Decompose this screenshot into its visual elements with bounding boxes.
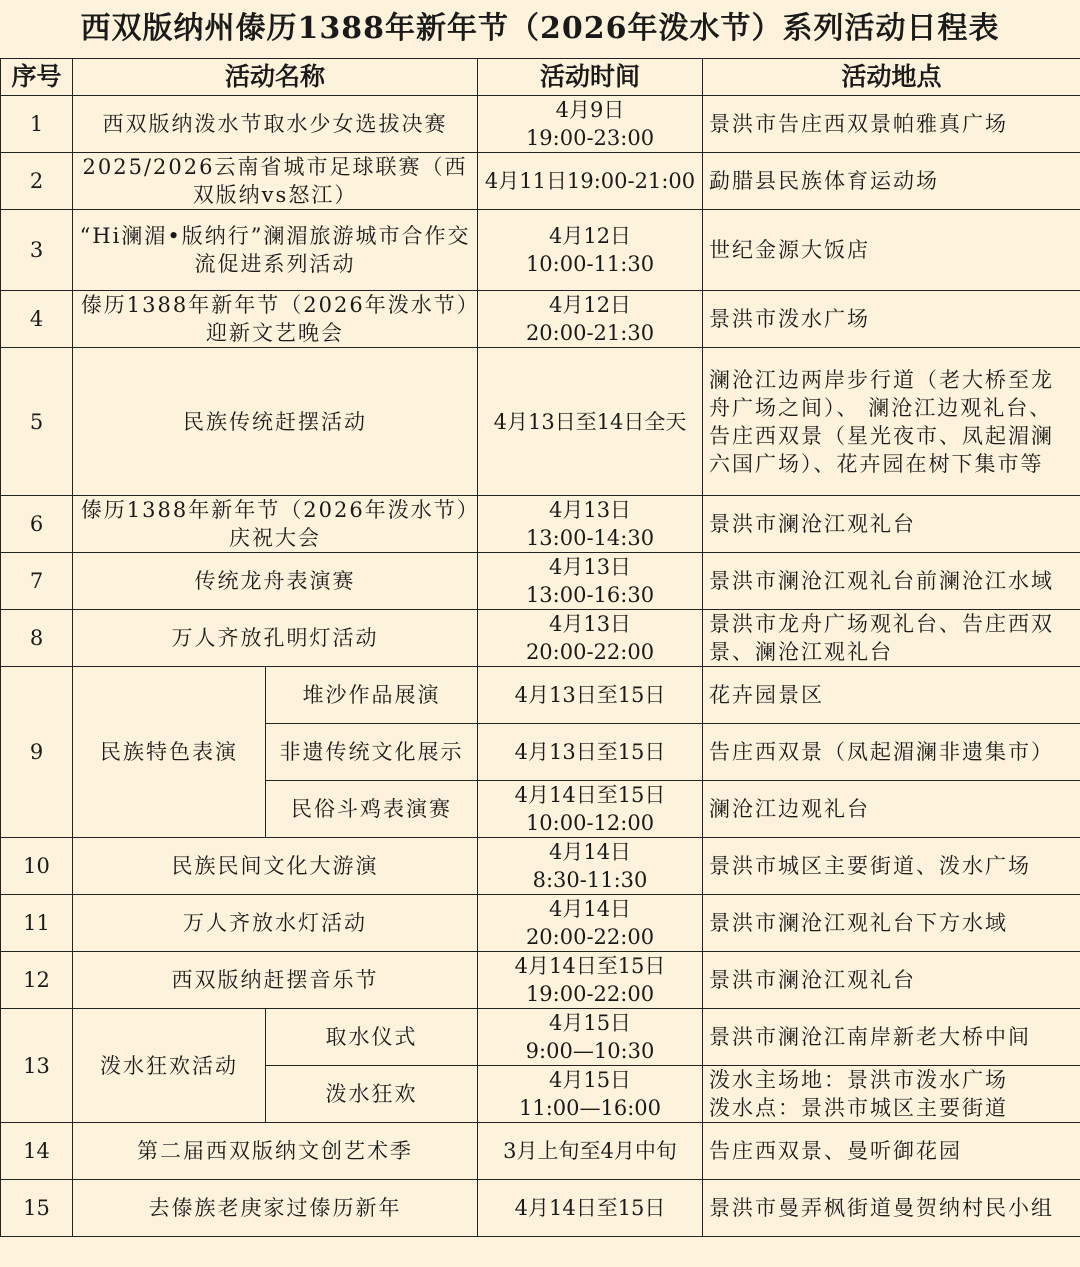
time-line: 10:00-11:30 — [525, 252, 655, 276]
time-line: 9:00—10:30 — [525, 1039, 655, 1063]
header-time: 活动时间 — [478, 59, 703, 96]
time-line: 4月14日 — [548, 840, 632, 864]
activity-place — [703, 610, 1080, 667]
activity-name: 万人齐放水灯活动 — [73, 895, 478, 952]
time-line: 4月13日 — [548, 498, 632, 522]
time-line: 4月14日至15日 — [514, 783, 666, 807]
activity-time — [478, 895, 703, 952]
row-number: 4 — [1, 291, 73, 348]
activity-place — [703, 781, 1080, 838]
activity-place — [703, 348, 1080, 496]
schedule-table — [0, 58, 1080, 1237]
activity-place — [703, 210, 1080, 291]
time-line: 19:00-22:00 — [525, 982, 655, 1006]
time-line: 4月9日 — [555, 98, 625, 122]
activity-time — [478, 667, 703, 724]
page-title: 西双版纳州傣历1388年新年节（2026年泼水节）系列活动日程表 — [80, 11, 1000, 46]
sub-activity-name: 堆沙作品展演 — [266, 667, 478, 724]
time-line: 13:00-14:30 — [525, 526, 655, 550]
header-name: 活动名称 — [73, 59, 478, 96]
activity-place — [703, 952, 1080, 1009]
place-line: 泼水点：景洪市城区主要街道 — [709, 1096, 1009, 1120]
activity-name: 西双版纳泼水节取水少女选拔决赛 — [73, 96, 478, 153]
activity-time — [478, 291, 703, 348]
time-line: 13:00-16:30 — [525, 583, 655, 607]
activity-time — [478, 496, 703, 553]
time-line: 4月15日 — [548, 1011, 632, 1035]
time-line: 19:00-23:00 — [525, 126, 655, 150]
time-line: 4月14日 — [548, 897, 632, 921]
activity-place — [703, 96, 1080, 153]
place-line: 澜沧江边两岸步行道（老大桥至龙舟广场之间）、 澜沧江边观礼台、告庄西双景（星光夜市、凤起湄澜六国广场）、花卉园在树下集市等 — [709, 367, 1055, 476]
table-row — [1, 210, 1080, 291]
place-line: 景洪市曼弄枫街道曼贺纳村民小组 — [709, 1196, 1055, 1220]
activity-name: 民族特色表演 — [73, 667, 266, 838]
time-line: 4月13日至15日 — [514, 740, 666, 764]
time-line: 4月13日至14日全天 — [493, 409, 687, 434]
activity-name: 民族民间文化大游演 — [73, 838, 478, 895]
table-row — [1, 348, 1080, 496]
activity-place — [703, 553, 1080, 610]
place-line: 泼水主场地：景洪市泼水广场 — [709, 1068, 1009, 1092]
time-line: 4月14日至15日 — [514, 1196, 666, 1220]
activity-name: 2025/2026云南省城市足球联赛（西双版纳vs怒江） — [73, 153, 478, 210]
place-line: 景洪市龙舟广场观礼台、告庄西双景、澜沧江观礼台 — [709, 612, 1055, 664]
place-line: 景洪市澜沧江观礼台前澜沧江水域 — [709, 569, 1055, 593]
activity-name: “Hi澜湄•版纳行”澜湄旅游城市合作交流促进系列活动 — [73, 210, 478, 291]
row-number: 11 — [1, 895, 73, 952]
place-line: 景洪市澜沧江观礼台 — [709, 512, 917, 536]
activity-time — [478, 838, 703, 895]
sub-activity-name: 非遗传统文化展示 — [266, 724, 478, 781]
activity-time — [478, 1009, 703, 1066]
activity-place — [703, 667, 1080, 724]
activity-place — [703, 1066, 1080, 1123]
place-line: 勐腊县民族体育运动场 — [709, 169, 940, 193]
time-line: 20:00-22:00 — [525, 640, 655, 664]
row-number: 15 — [1, 1180, 73, 1237]
activity-place — [703, 1123, 1080, 1180]
activity-time — [478, 781, 703, 838]
place-line: 告庄西双景（凤起湄澜非遗集市） — [709, 740, 1055, 764]
place-line: 景洪市泼水广场 — [709, 307, 871, 331]
activity-place — [703, 724, 1080, 781]
time-line: 20:00-22:00 — [525, 925, 655, 949]
time-line: 4月15日 — [548, 1068, 632, 1092]
row-number: 2 — [1, 153, 73, 210]
activity-name: 万人齐放孔明灯活动 — [73, 610, 478, 667]
activity-name: 傣历1388年新年节（2026年泼水节）庆祝大会 — [73, 496, 478, 553]
row-number: 7 — [1, 553, 73, 610]
activity-place — [703, 1009, 1080, 1066]
activity-name: 传统龙舟表演赛 — [73, 553, 478, 610]
time-line: 4月13日 — [548, 612, 632, 636]
time-line: 8:30-11:30 — [532, 868, 648, 892]
time-line: 11:00—16:00 — [518, 1096, 662, 1120]
table-row — [1, 610, 1080, 667]
activity-name: 泼水狂欢活动 — [73, 1009, 266, 1123]
table-row — [1, 1180, 1080, 1237]
activity-time — [478, 724, 703, 781]
table-header-row — [1, 59, 1080, 96]
activity-time — [478, 1066, 703, 1123]
table-row — [1, 496, 1080, 553]
table-row — [1, 291, 1080, 348]
header-no: 序号 — [1, 59, 73, 96]
time-line: 4月12日 — [548, 224, 632, 248]
activity-name: 傣历1388年新年节（2026年泼水节）迎新文艺晚会 — [73, 291, 478, 348]
place-line: 景洪市城区主要街道、泼水广场 — [709, 854, 1032, 878]
activity-place — [703, 291, 1080, 348]
time-line: 20:00-21:30 — [525, 321, 655, 345]
table-row — [1, 895, 1080, 952]
activity-time — [478, 210, 703, 291]
activity-time — [478, 1123, 703, 1180]
place-line: 告庄西双景、曼听御花园 — [709, 1139, 963, 1163]
place-line: 景洪市澜沧江观礼台下方水域 — [709, 911, 1009, 935]
row-number: 3 — [1, 210, 73, 291]
activity-time — [478, 96, 703, 153]
time-line: 4月13日 — [548, 555, 632, 579]
sub-activity-name: 取水仪式 — [266, 1009, 478, 1066]
time-line: 4月12日 — [548, 293, 632, 317]
activity-name: 去傣族老庚家过傣历新年 — [73, 1180, 478, 1237]
table-row — [1, 153, 1080, 210]
table-row — [1, 838, 1080, 895]
activity-time — [478, 952, 703, 1009]
place-line: 景洪市告庄西双景帕雅真广场 — [709, 112, 1009, 136]
table-row — [1, 667, 1080, 724]
row-number: 14 — [1, 1123, 73, 1180]
activity-time — [478, 153, 703, 210]
time-line: 4月11日19:00-21:00 — [484, 169, 696, 193]
sub-activity-name: 泼水狂欢 — [266, 1066, 478, 1123]
activity-name: 民族传统赶摆活动 — [73, 348, 478, 496]
table-row — [1, 1123, 1080, 1180]
activity-place — [703, 838, 1080, 895]
place-line: 景洪市澜沧江南岸新老大桥中间 — [709, 1025, 1032, 1049]
place-line: 世纪金源大饭店 — [709, 238, 871, 262]
time-line: 4月13日至15日 — [514, 683, 666, 707]
table-row — [1, 96, 1080, 153]
row-number: 8 — [1, 610, 73, 667]
row-number: 5 — [1, 348, 73, 496]
activity-place — [703, 895, 1080, 952]
row-number: 6 — [1, 496, 73, 553]
activity-time — [478, 1180, 703, 1237]
activity-name: 第二届西双版纳文创艺术季 — [73, 1123, 478, 1180]
table-row — [1, 952, 1080, 1009]
row-number: 10 — [1, 838, 73, 895]
time-line: 4月14日至15日 — [514, 954, 666, 978]
place-line: 澜沧江边观礼台 — [709, 797, 871, 821]
row-number: 1 — [1, 96, 73, 153]
row-number: 12 — [1, 952, 73, 1009]
place-line: 花卉园景区 — [709, 683, 825, 707]
sub-activity-name: 民俗斗鸡表演赛 — [266, 781, 478, 838]
activity-name: 西双版纳赶摆音乐节 — [73, 952, 478, 1009]
time-line: 3月上旬至4月中旬 — [503, 1139, 677, 1163]
table-row — [1, 1009, 1080, 1066]
header-place: 活动地点 — [703, 59, 1080, 96]
activity-time — [478, 348, 703, 496]
activity-place — [703, 1180, 1080, 1237]
place-line: 景洪市澜沧江观礼台 — [709, 968, 917, 992]
activity-place — [703, 496, 1080, 553]
table-row — [1, 553, 1080, 610]
activity-place — [703, 153, 1080, 210]
activity-time — [478, 610, 703, 667]
row-number: 9 — [1, 667, 73, 838]
row-number: 13 — [1, 1009, 73, 1123]
time-line: 10:00-12:00 — [525, 811, 655, 835]
activity-time — [478, 553, 703, 610]
